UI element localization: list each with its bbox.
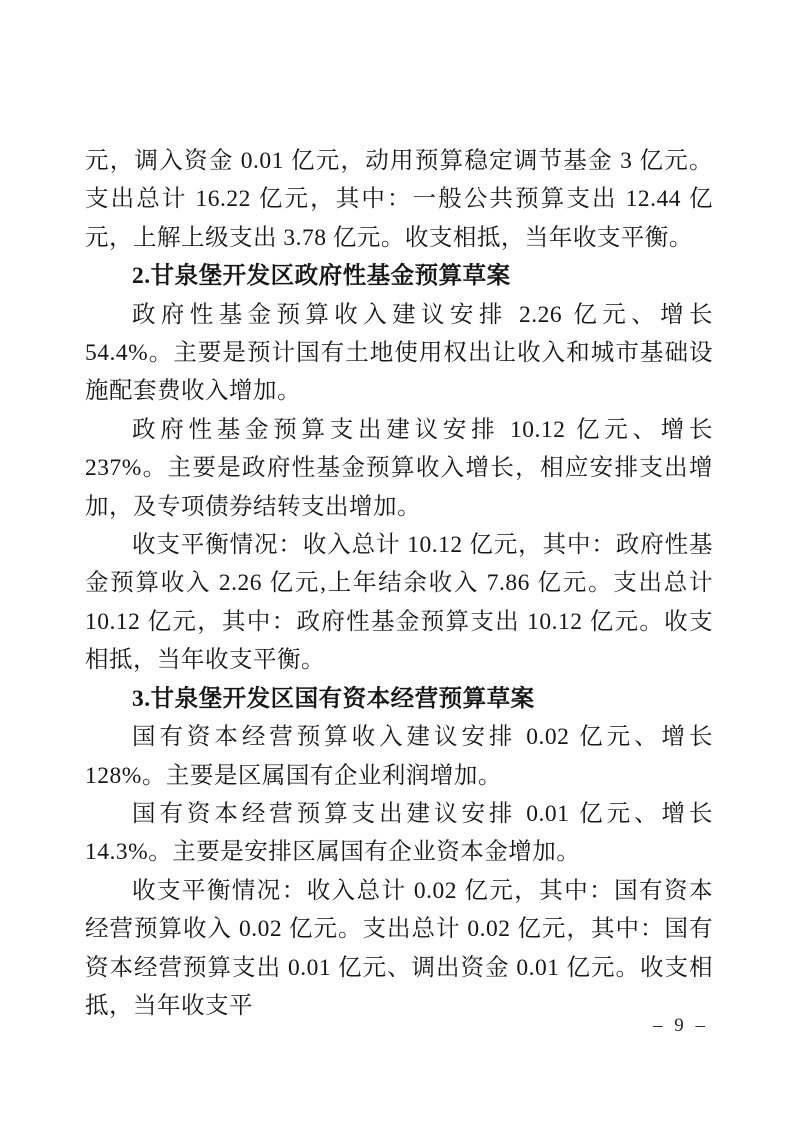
paragraph-continuation: 元，调入资金 0.01 亿元，动用预算稳定调节基金 3 亿元。支出总计 16.22 亿元，其中：一般公共预算支出 12.44 亿元，上解上级支出 3.78 亿元。收支相抵，当年收支平衡。 — [85, 148, 713, 251]
paragraph-capital-expenditure: 国有资本经营预算支出建议安排 0.01 亿元、增长 14.3%。主要是安排区属国有企业资本金增加。 — [85, 800, 713, 866]
paragraph-fund-balance: 收支平衡情况：收入总计 10.12 亿元，其中：政府性基金预算收入 2.26 亿元,上年结余收入 7.86 亿元。支出总计 10.12 亿元，其中：政府性基金预算支出 10.12 亿元。收支相抵，当年收支平衡。 — [85, 532, 713, 674]
paragraph-capital-balance: 收支平衡情况：收入总计 0.02 亿元，其中：国有资本经营预算收入 0.02 亿元。支出总计 0.02 亿元，其中：国有资本经营预算支出 0.01 亿元、调出资金 0.01 亿元。收支相抵，当年收支平 — [85, 877, 713, 1019]
document-body — [85, 142, 713, 1025]
section-heading-government-funds-budget: 2.甘泉堡开发区政府性基金预算草案 — [132, 263, 511, 290]
paragraph-capital-revenue: 国有资本经营预算收入建议安排 0.02 亿元、增长 128%。主要是区属国有企业利润增加。 — [85, 724, 713, 789]
page-number: – 9 – — [653, 1015, 705, 1036]
paragraph-fund-revenue: 政府性基金预算收入建议安排 2.26 亿元、增长 54.4%。主要是预计国有土地使用权出让收入和城市基础设施配套费收入增加。 — [85, 301, 713, 405]
section-heading-state-capital-budget: 3.甘泉堡开发区国有资本经营预算草案 — [132, 685, 535, 712]
paragraph-fund-expenditure: 政府性基金预算支出建议安排 10.12 亿元、增长 237%。主要是政府性基金预算收入增长，相应安排支出增加，及专项债券结转支出增加。 — [85, 416, 713, 520]
